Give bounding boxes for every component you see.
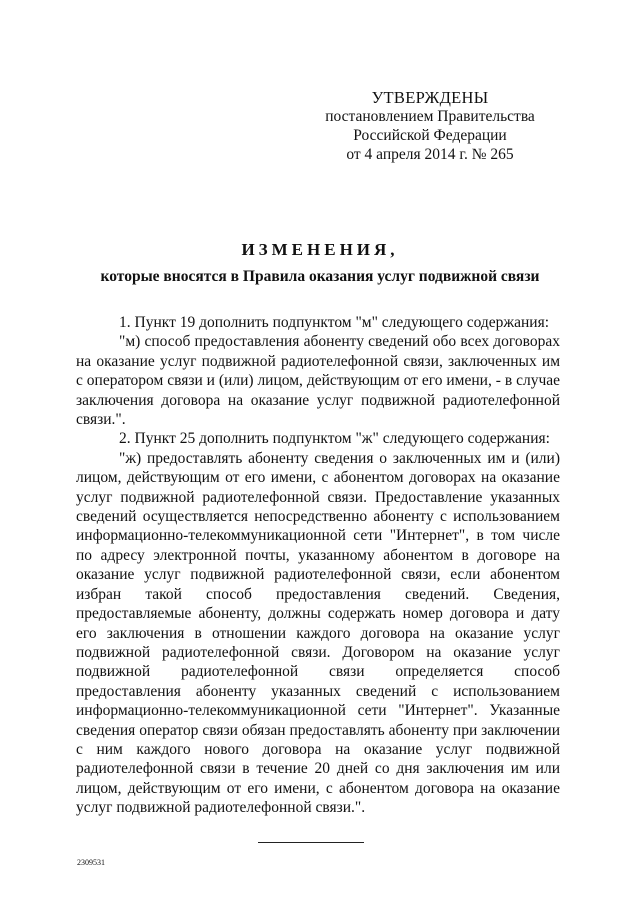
- paragraph-item-1: 1. Пункт 19 дополнить подпунктом "м" следующего содержания:: [119, 314, 550, 331]
- paragraph-subitem-zh: "ж) предоставлять абоненту сведения о заключенных им и (или) лицом, действующим от его имени, с абонентом договорах на оказание услуг подвижной радиотелефонной связи. Предоставление указанных сведений осуществляется непосредственно абоненту с использованием информационно-телекоммуникационной сети "Интернет", в том числе по адресу электронной почты, указанному абонентом в договоре на оказание услуг подвижной радиотелефонной связи, если абонентом избран такой способ предоставления сведений. Сведения, предоставляемые абоненту, должны содержать номер договора и дату его заключения в отношении каждого договора на оказание услуг подвижной радиотелефонной связи. Договором на оказание услуг подвижной радиотелефонной связи определяется способ предоставления абоненту указанных сведений с использованием информационно-телекоммуникационной сети "Интернет". Указанные сведения оператор связи обязан предоставлять абоненту при заключении с ним каждого нового договора на оказание услуг подвижной радиотелефонной связи в течение 20 дней со дня заключения им или лицом, действующим от его имени, с абонентом договора на оказание услуг подвижной радиотелефонной связи.".: [76, 449, 560, 817]
- document-code: 2309531: [77, 858, 105, 867]
- approval-line-1: постановлением Правительства: [325, 108, 535, 125]
- approval-line-2: Российской Федерации: [353, 127, 507, 144]
- end-separator-line: [258, 842, 364, 843]
- approval-line-3: от 4 апреля 2014 г. № 265: [346, 146, 514, 163]
- paragraph-subitem-m: "м) способ предоставления абоненту сведений обо всех договорах на оказание услуг подвижной радиотелефонной связи, заключенных им с оператором связи и (или) лицом, действующим от его имени, - в случае заключения договора на оказание услуг подвижной радиотелефонной связи.".: [76, 333, 560, 429]
- paragraph-item-2: 2. Пункт 25 дополнить подпунктом "ж" следующего содержания:: [119, 430, 550, 448]
- document-subtitle: которые вносятся в Правила оказания услуг подвижной связи: [100, 268, 540, 285]
- approval-block: [310, 88, 550, 164]
- approval-title: УТВЕРЖДЕНЫ: [371, 88, 489, 107]
- document-body: [76, 313, 560, 818]
- document-title: ИЗМЕНЕНИЯ,: [241, 240, 399, 259]
